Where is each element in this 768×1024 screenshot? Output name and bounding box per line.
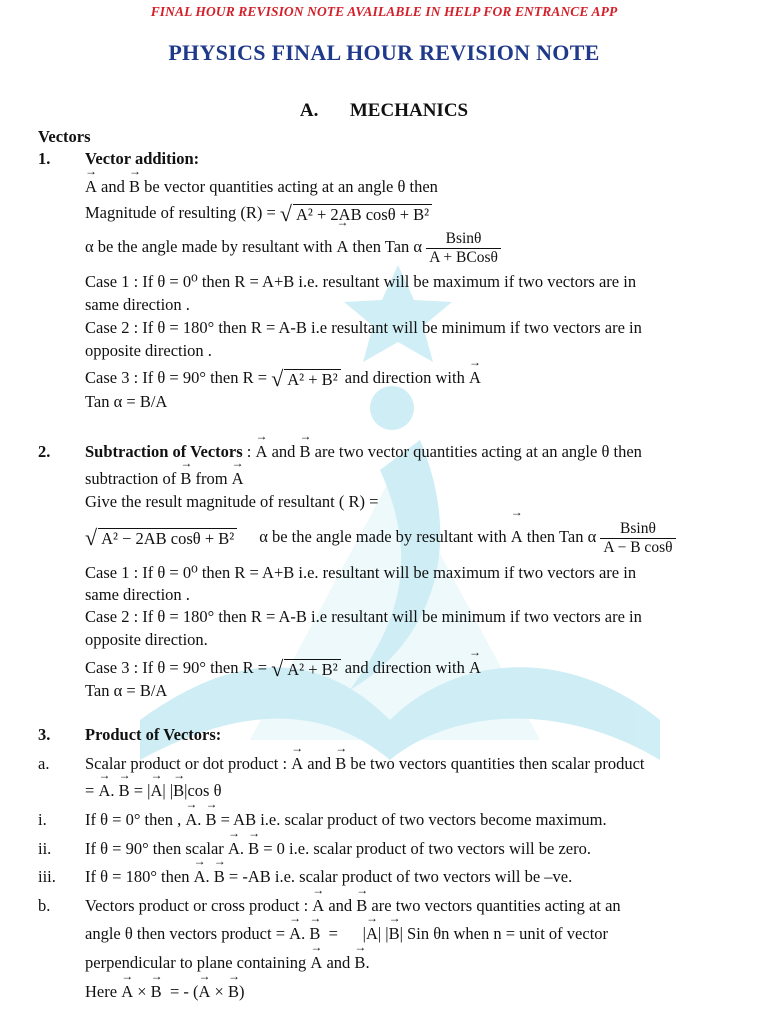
- vectors-heading: Vectors: [38, 127, 91, 146]
- text-run: and direction with: [340, 368, 469, 387]
- sqrt-expression: [85, 525, 237, 550]
- paragraph-line: Case 1 : If θ = 0⁰ then R = A+B i.e. resultant will be maximum if two vectors are in: [85, 563, 637, 582]
- text-run: Here: [85, 982, 122, 1001]
- paragraph-line: Case 2 : If θ = 180° then R = A-B i.e resultant will be minimum if two vectors are in: [85, 607, 642, 626]
- item-number: 3.: [38, 725, 51, 744]
- fraction: [600, 520, 675, 557]
- text-run: = |: [320, 924, 366, 943]
- paragraph-line: [85, 469, 244, 489]
- text-run: Vectors product or cross product :: [85, 896, 313, 915]
- text-run: .: [197, 810, 206, 829]
- text-run: Case 3 : If θ = 90° then R =: [85, 368, 272, 387]
- text-run: perpendicular to plane containing: [85, 953, 311, 972]
- formula-line: [85, 368, 481, 389]
- vector-symbol: → B: [356, 896, 367, 916]
- numerator: Bsinθ: [600, 520, 675, 539]
- text-run: = -AB i.e. scalar product of two vectors will be –ve.: [224, 867, 573, 886]
- subheading-text: Vector addition: [85, 149, 194, 168]
- paragraph-line: opposite direction .: [85, 341, 212, 360]
- item-letter: a.: [38, 754, 50, 773]
- fraction: [426, 230, 501, 267]
- section-name: MECHANICS: [349, 100, 469, 121]
- text-run: :: [242, 442, 256, 461]
- subheading-text: Product of Vectors: [85, 725, 216, 744]
- text-run: ×: [210, 982, 228, 1001]
- item-letter: b.: [38, 896, 51, 915]
- vector-symbol: → A: [469, 368, 481, 388]
- paragraph-line: Case 2 : If θ = 180° then R = A-B i.e resultant will be minimum if two vectors are in: [85, 318, 642, 337]
- text-run: and: [267, 442, 300, 461]
- text-run: be vector quantities acting at an angle θ then: [140, 177, 438, 196]
- text-run: from: [191, 469, 232, 488]
- paragraph-line: same direction .: [85, 585, 190, 604]
- text-run: =: [85, 781, 99, 800]
- text-run: Case 3 : If θ = 90° then R =: [85, 658, 272, 677]
- text-run: .: [365, 953, 370, 972]
- vector-symbol: → A: [469, 658, 481, 678]
- text-run: ×: [133, 982, 151, 1001]
- text-run: | Sin θn when n = unit of vector: [399, 924, 609, 943]
- vector-symbol: → B: [129, 177, 140, 197]
- text-run: are two vector quantities acting at an angle θ then: [310, 442, 642, 461]
- vector-symbol: → B: [180, 469, 191, 489]
- paragraph-line: [85, 442, 642, 462]
- vector-symbol: → B: [119, 781, 130, 801]
- item-number: 2.: [38, 442, 51, 461]
- text-run: then Tan α: [348, 237, 427, 256]
- vector-symbol: → A: [228, 839, 240, 859]
- text-run: .: [239, 839, 249, 858]
- formula-line: [85, 867, 572, 887]
- paragraph-line: [85, 896, 621, 916]
- vector-symbol: → A: [98, 781, 110, 801]
- vector-symbol: → B: [206, 810, 217, 830]
- formula-line: [85, 658, 481, 679]
- text-run: If θ = 0° then ,: [85, 810, 186, 829]
- formula-line: [85, 781, 221, 801]
- text-run: | |: [377, 924, 389, 943]
- radical-sign: √: [279, 201, 292, 226]
- section-letter: A.: [299, 100, 319, 121]
- vector-symbol: → A: [121, 982, 133, 1002]
- vector-symbol: → A: [194, 867, 206, 887]
- radicand: A² + B²: [284, 369, 340, 389]
- text-run: and direction with: [340, 658, 469, 677]
- paragraph-line: same direction .: [85, 295, 190, 314]
- text-run: be two vectors quantities then scalar product: [346, 754, 645, 773]
- vector-symbol: → B: [214, 867, 225, 887]
- page-title: PHYSICS FINAL HOUR REVISION NOTE: [168, 40, 600, 65]
- text-run: = |: [129, 781, 151, 800]
- text-run: = - (: [161, 982, 199, 1001]
- subheading: Vector addition:: [85, 149, 200, 168]
- item-roman: i.: [38, 810, 47, 829]
- app-banner: FINAL HOUR REVISION NOTE AVAILABLE IN HELP FOR ENTRANCE APP: [150, 4, 618, 19]
- denominator: A − B cosθ: [603, 538, 673, 556]
- text-run: .: [110, 781, 119, 800]
- text-run: are two vectors quantities acting at an: [367, 896, 621, 915]
- vector-symbol: → A: [289, 924, 301, 944]
- text-run: Scalar product or dot product :: [85, 754, 292, 773]
- item-roman: iii.: [38, 867, 56, 886]
- vector-symbol: → B: [354, 953, 365, 973]
- vector-symbol: → B: [173, 781, 184, 801]
- paragraph-line: [85, 177, 438, 197]
- formula-line: [85, 839, 591, 859]
- vector-symbol: → A: [85, 177, 97, 197]
- sqrt-expression: [279, 201, 432, 226]
- radical-sign: √: [271, 366, 284, 391]
- vector-symbol: → B: [335, 754, 346, 774]
- vector-symbol: → A: [366, 924, 378, 944]
- vector-symbol: → B: [389, 924, 400, 944]
- vector-symbol: → B: [151, 982, 162, 1002]
- formula-line: [85, 518, 676, 557]
- text-run: Magnitude of resulting (R) =: [85, 203, 280, 222]
- text-run: If θ = 90° then scalar: [85, 839, 228, 858]
- vector-symbol: → A: [511, 518, 523, 556]
- denominator: A + BCosθ: [429, 248, 498, 266]
- radical-sign: √: [271, 656, 284, 681]
- item-roman: ii.: [38, 839, 52, 858]
- paragraph-line: Tan α = B/A: [85, 392, 168, 411]
- formula-line: [85, 228, 501, 267]
- formula-line: [85, 810, 607, 830]
- text-run: angle θ then vectors product =: [85, 924, 290, 943]
- vector-symbol: → A: [185, 810, 197, 830]
- numerator: Bsinθ: [426, 230, 501, 249]
- sqrt-expression: [271, 656, 340, 681]
- text-run: then Tan α: [522, 527, 601, 546]
- vector-symbol: → A: [310, 953, 322, 973]
- section-heading: [0, 100, 768, 122]
- sqrt-expression: [271, 366, 340, 391]
- radicand: A² + B²: [284, 659, 340, 679]
- formula-line: [85, 924, 608, 944]
- text-run: = AB i.e. scalar product of two vectors become maximum.: [216, 810, 607, 829]
- formula-line: [85, 982, 244, 1002]
- vector-symbol: → B: [228, 982, 239, 1002]
- vector-symbol: → B: [300, 442, 311, 462]
- text-run: .: [205, 867, 214, 886]
- radicand: A² − 2AB cosθ + B²: [98, 528, 237, 548]
- subheading-text: Subtraction of Vectors: [85, 442, 243, 461]
- radicand: A² + 2AB cosθ + B²: [293, 204, 432, 224]
- text-run: If θ = 180° then: [85, 867, 194, 886]
- text-run: .: [301, 924, 310, 943]
- vector-symbol: → A: [256, 442, 268, 462]
- radical-sign: √: [85, 525, 98, 550]
- paragraph-line: Tan α = B/A: [85, 681, 168, 700]
- vector-symbol: → A: [291, 754, 303, 774]
- text-run: subtraction of: [85, 469, 181, 488]
- paragraph-line: Give the result magnitude of resultant ( R) =: [85, 492, 379, 511]
- text-run: ): [238, 982, 245, 1001]
- text-run: and: [96, 177, 129, 196]
- text-run: α be the angle made by resultant with: [85, 237, 337, 256]
- paragraph-line: Case 1 : If θ = 0⁰ then R = A+B i.e. resultant will be maximum if two vectors are in: [85, 272, 637, 291]
- text-run: |cos θ: [184, 781, 222, 800]
- vector-symbol: → A: [198, 982, 210, 1002]
- vector-symbol: → A: [232, 469, 244, 489]
- vector-symbol: → A: [312, 896, 324, 916]
- text-run: α be the angle made by resultant with: [259, 527, 511, 546]
- text-run: | |: [162, 781, 174, 800]
- vector-symbol: → A: [150, 781, 162, 801]
- text-run: and: [303, 754, 336, 773]
- subheading: Product of Vectors:: [85, 725, 222, 744]
- item-number: 1.: [38, 149, 51, 168]
- vector-symbol: → B: [309, 924, 320, 944]
- text-run: = 0 i.e. scalar product of two vectors will be zero.: [259, 839, 591, 858]
- text-run: and: [324, 896, 357, 915]
- vector-symbol: → B: [248, 839, 259, 859]
- paragraph-line: [85, 754, 645, 774]
- vector-symbol: → A: [337, 228, 349, 266]
- formula-line: [85, 203, 432, 224]
- paragraph-line: opposite direction.: [85, 630, 208, 649]
- text-run: and: [322, 953, 355, 972]
